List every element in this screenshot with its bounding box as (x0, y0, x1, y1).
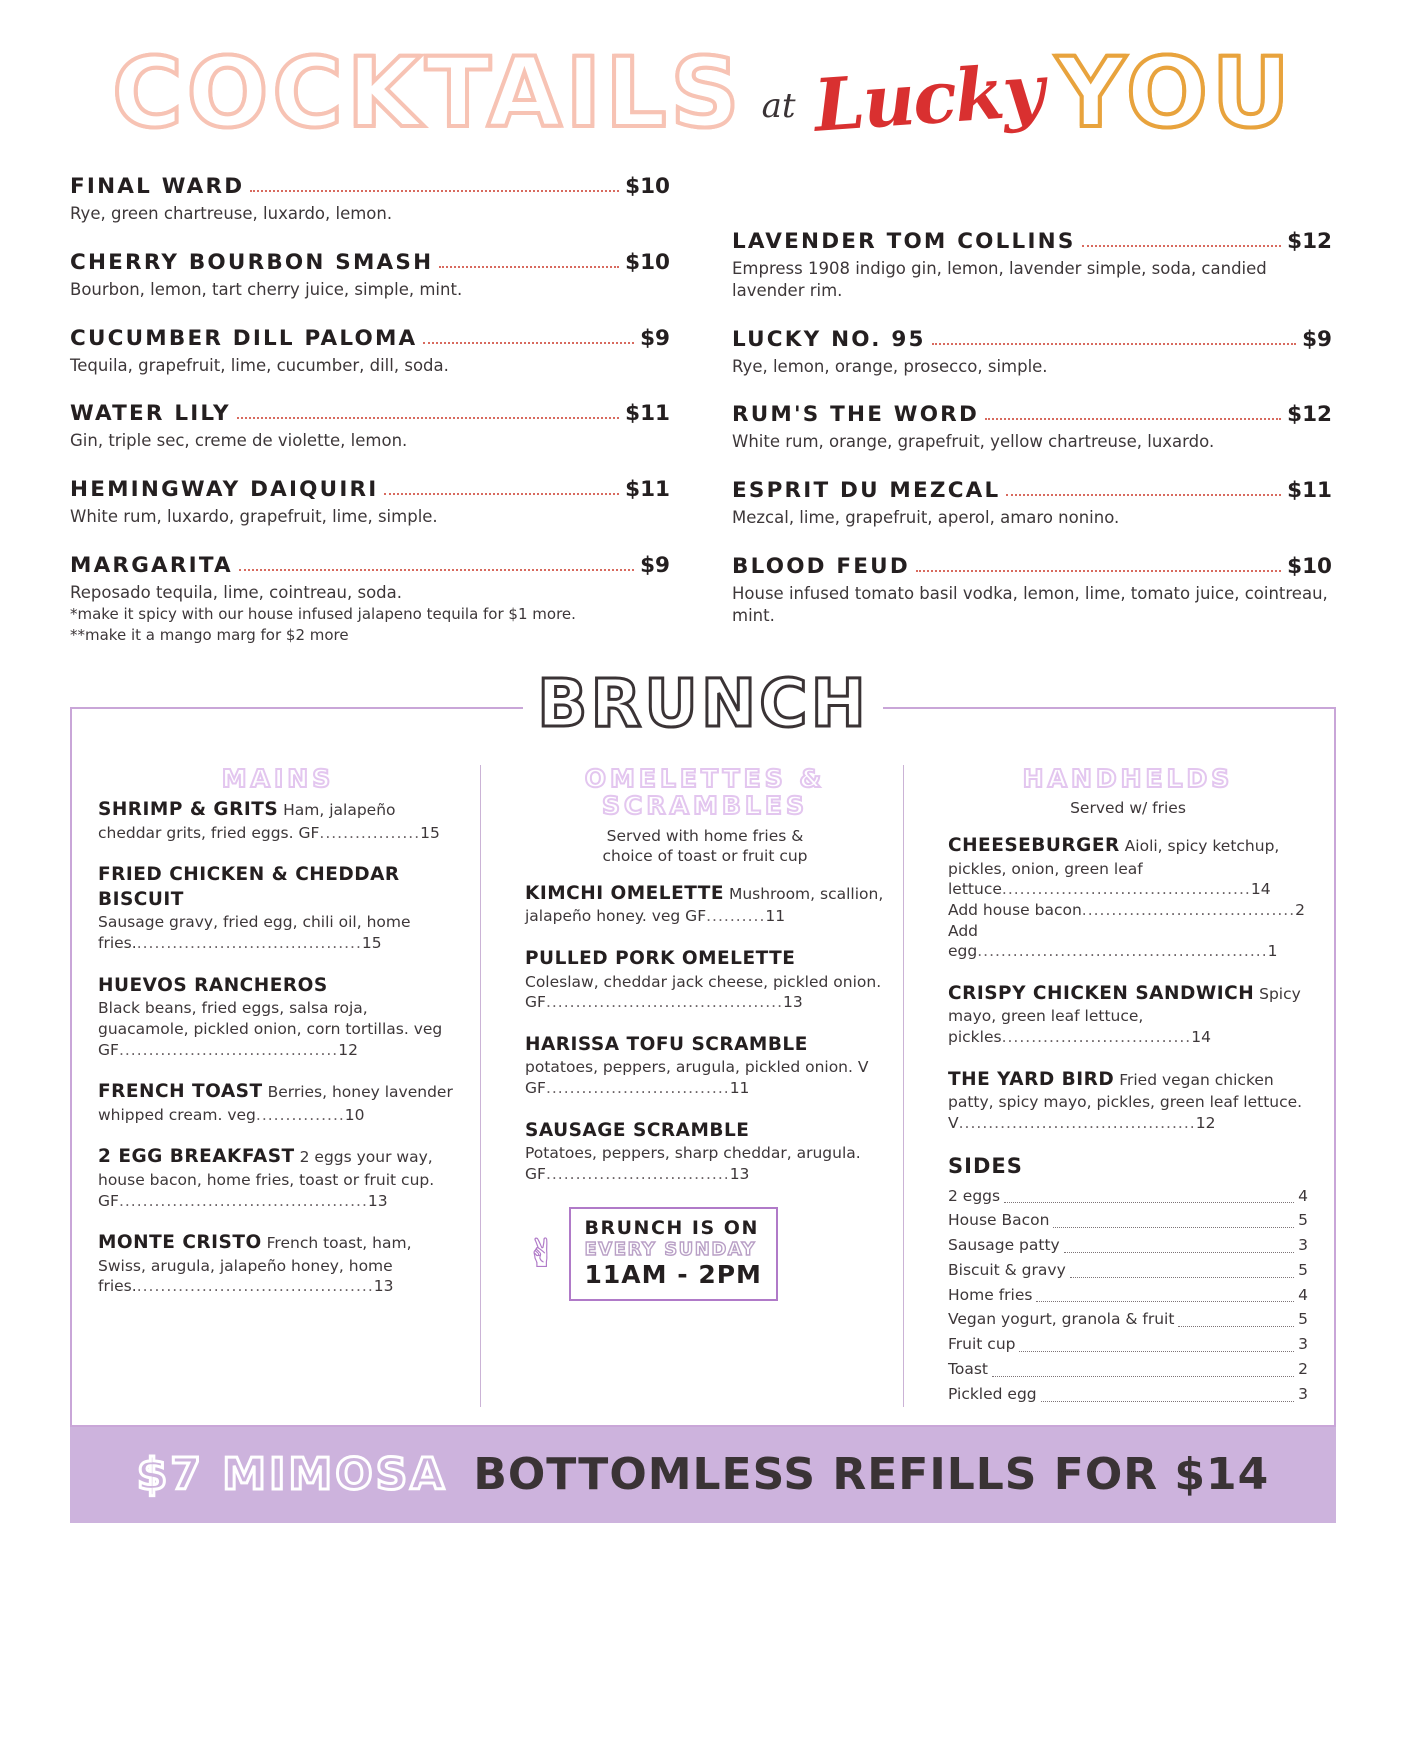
header-brand-text: Lucky (810, 46, 1045, 148)
item-price: 14 (1191, 1028, 1211, 1047)
menu-item (948, 982, 1308, 1048)
side-label: Pickled egg (948, 1384, 1037, 1403)
leader-dots: ............... (255, 1105, 345, 1124)
cocktail-name: FINAL WARD (70, 174, 245, 199)
item-description: Potatoes, peppers, sharp cheddar, arugula. GF (525, 1144, 861, 1183)
item-name: CRISPY CHICKEN SANDWICH (948, 982, 1255, 1004)
cocktail-name: CUCUMBER DILL PALOMA (70, 325, 418, 351)
leader-dots: ............................... (545, 1079, 730, 1098)
cocktails-column-left (70, 174, 670, 671)
side-label: Sausage patty (948, 1236, 1060, 1255)
leader-dots: ........................................ (545, 993, 784, 1012)
menu-item (98, 1231, 458, 1297)
leader-dots: ............................... (545, 1164, 730, 1183)
cocktail-price: $12 (1287, 402, 1332, 428)
item-description: Mushroom, scallion, jalapeño honey. veg GF (525, 884, 884, 926)
side-price: 2 (1298, 1360, 1308, 1379)
item-description: Fried vegan chicken patty, spicy mayo, pickles, green leaf lettuce. V (948, 1070, 1303, 1132)
cocktail-item (70, 250, 670, 301)
menu-item (98, 1080, 458, 1125)
omelettes-heading-line1: OMELETTES & (584, 763, 826, 793)
cocktail-item (70, 553, 670, 646)
leader-dots (423, 341, 634, 344)
brunch-hours-line3: 11AM - 2PM (584, 1259, 762, 1289)
item-price: 14 (1250, 880, 1271, 899)
brunch-column-mains (98, 765, 481, 1407)
leader-dots (916, 569, 1281, 572)
side-row (948, 1258, 1308, 1283)
side-label: Home fries (948, 1285, 1033, 1304)
menu-item (525, 882, 885, 927)
side-row (948, 1184, 1308, 1209)
leader-dots (1019, 1350, 1294, 1352)
item-description: Black beans, fried eggs, salsa roja, guacamole, pickled onion, corn tortillas. veg GF (98, 999, 443, 1059)
item-name: KIMCHI OMELETTE (525, 882, 725, 904)
menu-item (525, 1033, 885, 1099)
cocktail-price: $12 (1287, 229, 1332, 254)
leader-dots: .......................................... (118, 1191, 368, 1210)
leader-dots (985, 417, 1281, 420)
side-price: 5 (1298, 1211, 1308, 1230)
leader-dots: ................................ (1001, 1028, 1192, 1047)
cocktail-item (732, 229, 1332, 302)
cocktail-name: BLOOD FEUD (732, 553, 910, 579)
item-name: THE YARD BIRD (948, 1068, 1115, 1090)
brunch-column-omelettes (507, 765, 904, 1407)
side-label: Fruit cup (948, 1335, 1016, 1354)
leader-dots: .......................................... (1001, 880, 1251, 899)
side-price: 4 (1298, 1285, 1308, 1304)
menu-item (98, 974, 458, 1060)
side-row (948, 1332, 1308, 1357)
leader-dots (1082, 244, 1282, 247)
item-name: FRENCH TOAST (98, 1081, 263, 1103)
side-label: 2 eggs (948, 1186, 1001, 1205)
brunch-hours-line1: BRUNCH IS ON (584, 1216, 759, 1239)
leader-dots: .......... (706, 907, 766, 926)
mains-heading: MAINS (221, 763, 335, 793)
cocktail-item (70, 174, 670, 225)
side-price: 3 (1298, 1384, 1308, 1403)
item-price: 12 (338, 1040, 358, 1059)
cocktail-price: $11 (625, 401, 670, 427)
cocktail-note-spicy: *make it spicy with our house infused jalapeno tequila for $1 more. (70, 604, 576, 623)
cocktail-price: $10 (1287, 553, 1332, 579)
leader-dots (1178, 1325, 1294, 1327)
brunch-hours-badge (525, 1207, 885, 1301)
item-price: 13 (783, 993, 803, 1012)
cocktail-item (732, 402, 1332, 453)
item-name: PULLED PORK OMELETTE (525, 948, 796, 970)
item-price: 15 (420, 823, 440, 842)
item-description: Sausage gravy, fried egg, chili oil, home fries. (98, 913, 411, 953)
omelettes-heading (525, 765, 885, 820)
handhelds-heading: HANDHELDS (1022, 763, 1234, 793)
cocktail-description: Bourbon, lemon, tart cherry juice, simple, mint. (70, 279, 463, 299)
cocktail-name: LUCKY NO. 95 (732, 326, 926, 352)
leader-dots: .................................... (1081, 901, 1296, 920)
item-price: 15 (361, 934, 382, 953)
cocktail-price: $11 (625, 477, 670, 503)
side-row (948, 1382, 1308, 1407)
side-label: Toast (948, 1360, 988, 1379)
cocktail-name: LAVENDER TOM COLLINS (732, 229, 1076, 254)
brunch-title: BRUNCH (537, 664, 869, 742)
cocktail-note-mango: **make it a mango marg for $2 more (70, 625, 349, 644)
leader-dots (992, 1375, 1294, 1377)
item-name: SHRIMP & GRITS (98, 799, 279, 821)
mimosa-banner (70, 1427, 1336, 1523)
cocktail-description: House infused tomato basil vodka, lemon, lime, tomato juice, cointreau, mint. (732, 583, 1328, 625)
cocktail-item (732, 478, 1332, 529)
leader-dots: ........................................ (958, 1113, 1196, 1132)
item-description: Ham, jalapeño cheddar grits, fried eggs. GF (98, 801, 396, 842)
cocktail-description: White rum, orange, grapefruit, yellow chartreuse, luxardo. (732, 432, 1215, 452)
side-row (948, 1307, 1308, 1332)
cocktail-name: HEMINGWAY DAIQUIRI (70, 477, 379, 503)
item-name: SAUSAGE SCRAMBLE (525, 1119, 750, 1141)
omelettes-subtext (525, 826, 885, 866)
leader-dots (237, 416, 619, 419)
item-price: 13 (729, 1164, 750, 1183)
addon-price: 2 (1295, 901, 1306, 920)
side-price: 3 (1298, 1236, 1308, 1255)
leader-dots: ................. (319, 823, 421, 842)
cocktail-price: $11 (1287, 478, 1332, 504)
side-label: House Bacon (948, 1211, 1050, 1230)
cocktail-description: White rum, luxardo, grapefruit, lime, simple. (70, 507, 438, 527)
header-at-text: at (761, 86, 796, 126)
cocktail-description: Rye, lemon, orange, prosecco, simple. (732, 356, 1048, 376)
side-row (948, 1283, 1308, 1308)
handhelds-subtext: Served w/ fries (1070, 799, 1186, 818)
cocktail-description: Reposado tequila, lime, cointreau, soda. (70, 582, 402, 602)
item-description: 2 eggs your way, house bacon, home fries, toast or fruit cup. GF (98, 1148, 435, 1210)
menu-item (525, 947, 885, 1013)
item-description: Aioli, spicy ketchup, pickles, onion, green leaf lettuce (948, 837, 1280, 899)
brunch-hours-line2: EVERY SUNDAY (584, 1238, 757, 1260)
cocktail-price: $10 (625, 174, 670, 199)
item-name: HARISSA TOFU SCRAMBLE (525, 1033, 808, 1055)
sides-block (948, 1154, 1308, 1407)
item-name: CHEESEBURGER (948, 835, 1120, 857)
menu-item (948, 1068, 1308, 1134)
addon-price: 1 (1267, 942, 1278, 961)
leader-dots: ................................................. (977, 942, 1268, 961)
mimosa-price-text: $7 MIMOSA (136, 1449, 448, 1501)
cocktail-name: MARGARITA (70, 552, 233, 578)
item-price: 11 (729, 1079, 750, 1098)
item-name: 2 EGG BREAKFAST (98, 1146, 295, 1168)
sides-heading: SIDES (948, 1153, 1023, 1178)
leader-dots (1004, 1201, 1294, 1203)
cocktail-description: Rye, green chartreuse, luxardo, lemon. (70, 204, 393, 223)
cocktail-item (70, 326, 670, 377)
cocktails-column-right (732, 174, 1332, 671)
cocktails-section (0, 160, 1406, 671)
cocktail-price: $9 (640, 552, 670, 578)
mimosa-refills-text: BOTTOMLESS REFILLS FOR $14 (473, 1449, 1270, 1501)
menu-header (0, 0, 1406, 160)
item-description: French toast, ham, Swiss, arugula, jalapeño honey, home fries. (98, 1234, 412, 1296)
cocktail-item (732, 554, 1332, 627)
leader-dots (932, 342, 1296, 345)
cocktail-name: ESPRIT DU MEZCAL (732, 478, 1001, 504)
item-price: 10 (344, 1105, 365, 1124)
brunch-column-handhelds (930, 765, 1308, 1407)
peace-hand-icon: ✌ (525, 1230, 559, 1277)
side-row (948, 1208, 1308, 1233)
addon-label: Add egg (948, 921, 979, 961)
side-price: 5 (1298, 1260, 1308, 1279)
item-description: Coleslaw, cheddar jack cheese, pickled onion. GF (525, 972, 882, 1012)
cocktail-description: Empress 1908 indigo gin, lemon, lavender simple, soda, candied lavender rim. (732, 259, 1267, 300)
leader-dots (250, 189, 619, 192)
cocktail-item (732, 327, 1332, 378)
leader-dots (1041, 1400, 1294, 1402)
omelettes-heading-line2: SCRAMBLES (602, 791, 808, 821)
cocktail-name: WATER LILY (70, 401, 231, 427)
leader-dots: ...................................... (136, 934, 362, 953)
cocktail-price: $9 (1302, 326, 1332, 352)
item-price: 11 (765, 907, 786, 926)
menu-item (948, 834, 1308, 962)
cocktail-description: Gin, triple sec, creme de violette, lemon. (70, 431, 408, 451)
cocktail-name: CHERRY BOURBON SMASH (70, 249, 434, 275)
item-name: MONTE CRISTO (98, 1232, 262, 1254)
menu-item (98, 1145, 458, 1211)
item-price: 13 (367, 1191, 388, 1210)
leader-dots: ..................................... (118, 1040, 339, 1059)
header-cocktails-text: COCKTAILS (112, 37, 744, 149)
item-price: 12 (1195, 1113, 1216, 1132)
leader-dots (239, 568, 634, 571)
side-label: Vegan yogurt, granola & fruit (948, 1310, 1175, 1329)
leader-dots: ........................................ (136, 1277, 374, 1296)
omelettes-subtext-line2: choice of toast or fruit cup (602, 846, 808, 865)
header-you-text: YOU (1056, 37, 1294, 149)
side-price: 3 (1298, 1335, 1308, 1354)
cocktail-price: $10 (625, 249, 670, 275)
cocktail-item (70, 477, 670, 528)
side-row (948, 1233, 1308, 1258)
cocktail-description: Mezcal, lime, grapefruit, aperol, amaro nonino. (732, 508, 1120, 528)
addon-label: Add house bacon (948, 901, 1082, 920)
item-description: potatoes, peppers, arugula, pickled onion. V GF (525, 1058, 869, 1098)
cocktail-item (70, 401, 670, 452)
menu-item (98, 863, 458, 953)
item-name: FRIED CHICKEN & CHEDDAR BISCUIT (98, 864, 400, 910)
item-price: 13 (373, 1277, 394, 1296)
leader-dots (439, 265, 619, 268)
item-description: Berries, honey lavender whipped cream. veg (98, 1083, 453, 1124)
menu-item (98, 798, 458, 843)
cocktail-price: $9 (640, 325, 670, 351)
item-description: Spicy mayo, green leaf lettuce, pickles (948, 984, 1301, 1047)
leader-dots (384, 492, 619, 495)
leader-dots (1053, 1226, 1294, 1228)
cocktail-description: Tequila, grapefruit, lime, cucumber, dill, soda. (70, 355, 449, 375)
side-row (948, 1357, 1308, 1382)
omelettes-subtext-line1: Served with home fries & (606, 826, 804, 845)
leader-dots (1064, 1251, 1294, 1253)
cocktail-name: RUM'S THE WORD (732, 402, 979, 428)
menu-item (525, 1119, 885, 1185)
side-label: Biscuit & gravy (948, 1260, 1066, 1279)
side-price: 4 (1298, 1186, 1308, 1205)
side-price: 5 (1298, 1310, 1308, 1329)
leader-dots (1036, 1300, 1294, 1302)
leader-dots (1070, 1276, 1294, 1278)
brunch-section (70, 664, 1336, 1427)
item-name: HUEVOS RANCHEROS (98, 974, 328, 996)
leader-dots (1006, 493, 1281, 496)
